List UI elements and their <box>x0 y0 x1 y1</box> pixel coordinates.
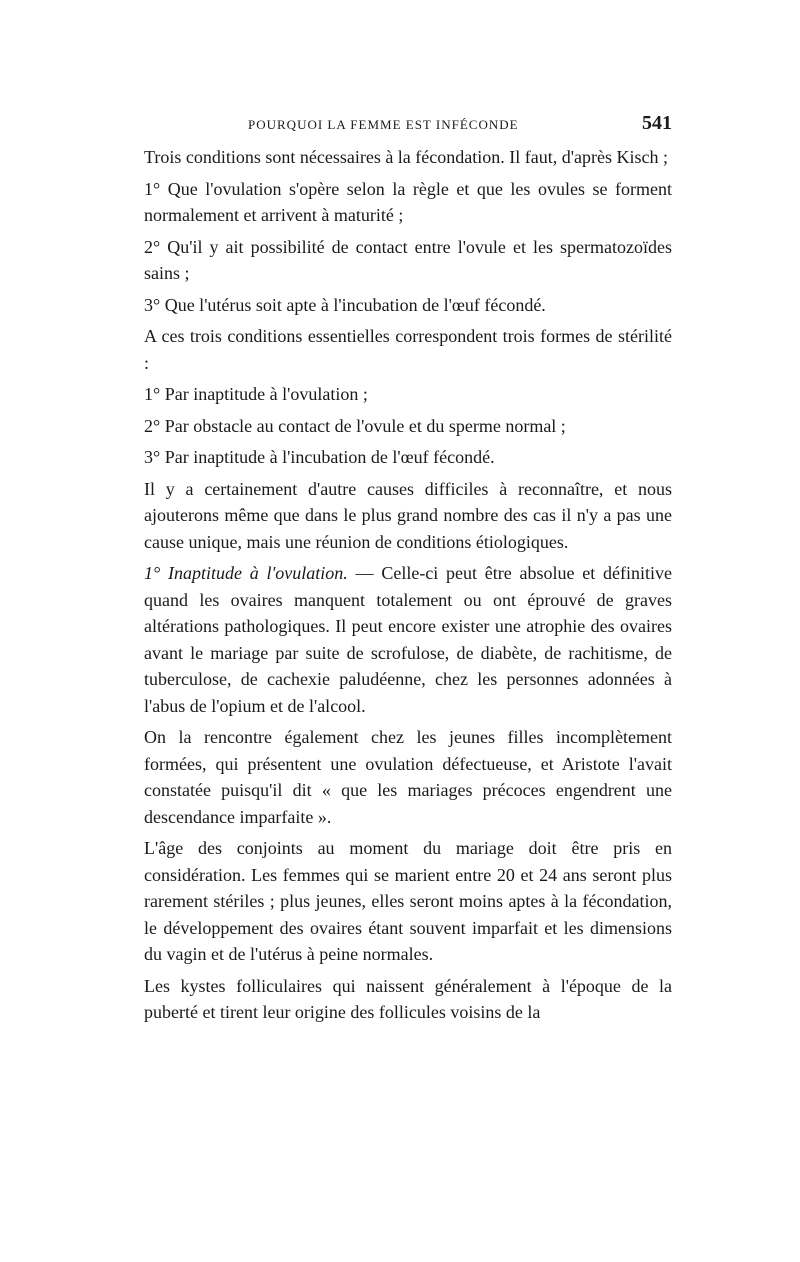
page-header <box>144 112 672 140</box>
paragraph: Trois conditions sont nécessaires à la fécondation. Il faut, d'après Kisch ; <box>144 147 668 167</box>
book-page <box>144 112 672 1026</box>
paragraph: A ces trois conditions essentielles correspondent trois formes de stérilité : <box>144 326 672 373</box>
list-item: 2° Par obstacle au contact de l'ovule et du sperme normal ; <box>144 415 566 436</box>
paragraph: On la rencontre également chez les jeunes filles incomplètement formées, qui présentent une ovulation défectueuse, et Aristote l'avait constatée puisqu'il dit « que les mariages précoces engendrent une descendance imparfaite ». <box>144 727 672 827</box>
list-item: 3° Que l'utérus soit apte à l'incubation de l'œuf fécondé. <box>144 294 546 315</box>
list-item: 1° Que l'ovulation s'opère selon la règle et que les ovules se forment normalement et arrivent à maturité ; <box>144 178 672 225</box>
body-text <box>144 144 672 1026</box>
paragraph: Les kystes folliculaires qui naissent généralement à l'époque de la puberté et tirent leur origine des follicules voisins de la <box>144 975 672 1022</box>
paragraph-inaptitude <box>144 560 672 719</box>
list-item: 2° Qu'il y ait possibilité de contact entre l'ovule et les spermatozoïdes sains ; <box>144 236 672 283</box>
paragraph: Il y a certainement d'autre causes difficiles à reconnaître, et nous ajouterons même que dans le plus grand nombre des cas il n'y a pas une cause unique, mais une réunion de conditions étiologiques. <box>144 478 672 552</box>
list-item: 1° Par inaptitude à l'ovulation ; <box>144 384 368 404</box>
page-number: 541 <box>642 112 672 134</box>
list-item: 3° Par inaptitude à l'incubation de l'œuf fécondé. <box>144 447 495 467</box>
running-title: POURQUOI LA FEMME EST INFÉCONDE <box>248 117 519 132</box>
section-text: — Celle-ci peut être absolue et définitive quand les ovaires manquent totalement ou ont éprouvé de graves altérations pathologiques. Il peut encore exister une atrophie des ovaires avant le mariage par suite de scrofulose, de diabète, de rachitisme, de tuberculose, de cachexie paludéenne, chez les personnes adonnées à l'abus de l'opium et de l'alcool. <box>144 563 673 716</box>
paragraph: L'âge des conjoints au moment du mariage doit être pris en considération. Les femmes qui se marient entre 20 et 24 ans seront plus rarement stériles ; plus jeunes, elles seront moins aptes à la fécondation, le développement des ovaires étant souvent imparfait et les dimensions du vagin et de l'utérus à peine normales. <box>144 838 672 964</box>
section-heading: 1° Inaptitude à l'ovulation. <box>144 563 348 583</box>
